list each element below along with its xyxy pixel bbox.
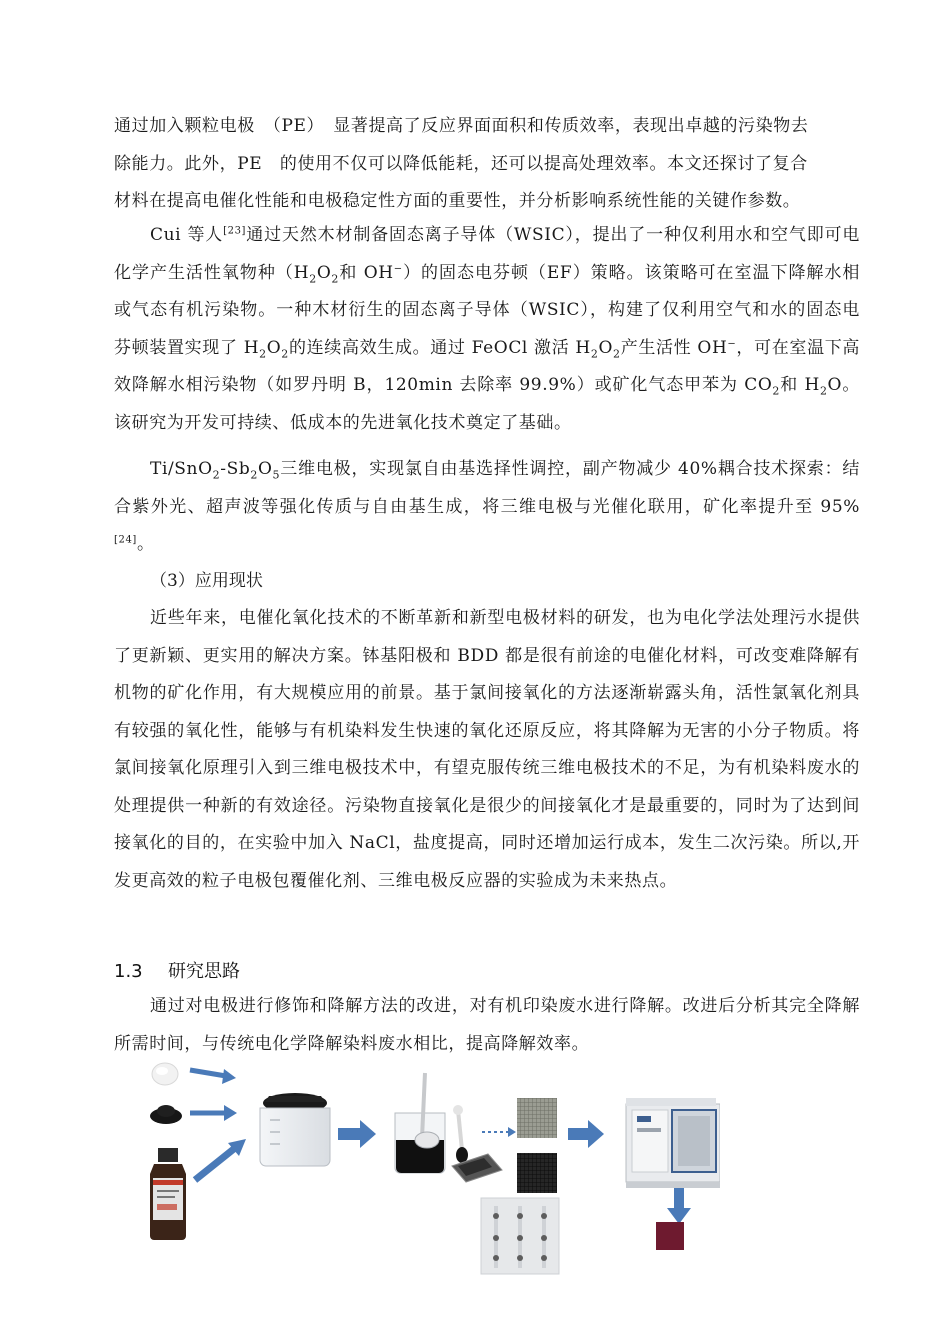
subscript: 2 xyxy=(819,384,828,398)
p2-text: 产生活性 OH xyxy=(620,337,728,358)
citation-23[interactable]: [23] xyxy=(223,225,247,237)
subscript: 2 xyxy=(309,271,317,285)
input-arrow-2 xyxy=(190,1105,237,1121)
subscript: 2 xyxy=(212,468,221,482)
white-powder-icon xyxy=(152,1063,178,1085)
p2-text: ）的固态电芬顿（EF）策略。该策略可在室温下降解水相或气态有机污染物。一种木材衍生的固态离子导体（WSIC），构建了仅利用空气和水的固态电芬顿装置实现了 H xyxy=(114,262,860,358)
section-title: 研究思路 xyxy=(168,961,240,982)
process-flow-figure xyxy=(140,1058,720,1288)
p2-text: ，可在室温下高效降解水相污染物（如罗丹明 B，120min 去除率 99.9%）或矿化气态甲苯为 CO xyxy=(114,337,860,395)
input-arrow-1 xyxy=(190,1069,236,1084)
mesh-coated-icon xyxy=(517,1153,557,1193)
mixing-beaker-icon xyxy=(260,1093,330,1166)
flow-arrow-down xyxy=(667,1188,691,1224)
p2-text: 和 H xyxy=(779,375,820,395)
coating-brush-icon xyxy=(452,1105,502,1182)
paragraph-2 xyxy=(114,217,860,442)
drying-oven-icon xyxy=(626,1098,720,1188)
p2-text: 通过天然木材制备固态离子导体（WSIC），提出了一种仅利用水和空气即可电化学产生活性氧物种（H xyxy=(114,225,860,283)
p2-text: O xyxy=(598,337,614,358)
paragraph-1-line-1: 通过加入颗粒电极 （PE） 显著提高了反应界面面积和传质效率，表现出卓越的污染物去 xyxy=(114,116,809,136)
paragraph-3 xyxy=(114,451,860,564)
p2-text: 和 OH xyxy=(339,262,394,283)
section-heading xyxy=(114,957,240,987)
superscript: − xyxy=(393,262,403,274)
paragraph-1-line-2: 除能力。此外，PE 的使用不仅可以降低能耗，还可以提高处理效率。本文还探讨了复合 xyxy=(114,153,808,174)
flow-arrow-2 xyxy=(568,1120,604,1148)
subscript: 2 xyxy=(281,346,289,360)
p2-text: O xyxy=(266,337,282,358)
input-arrow-3 xyxy=(195,1139,246,1180)
p3-text: 三维电极，实现氯自由基选择性调控，副产物减少 40%耦合技术探索：结合紫外光、超声波等强化传质与自由基生成，将三维电极与光催化联用，矿化率提升至 95% xyxy=(114,459,860,517)
flow-arrow-1 xyxy=(338,1120,376,1148)
p3-text: -Sb xyxy=(220,459,251,479)
subscript: 2 xyxy=(613,346,621,360)
subscript: 2 xyxy=(331,271,339,285)
paragraph-1-line-3: 材料在提高电催化性能和电极稳定性方面的重要性，并分析影响系统性能的关键作参数。 xyxy=(114,191,801,211)
subscript: 2 xyxy=(259,346,267,360)
paragraph-5: 通过对电极进行修饰和降解方法的改进，对有机印染废水进行降解。改进后分析其完全降解所需时间，与传统电化学降解染料废水相比，提高降解效率。 xyxy=(114,996,860,1054)
electrode-array-icon xyxy=(481,1198,559,1274)
subsection-heading: （3）应用现状 xyxy=(150,571,263,591)
mesh-uncoated-icon xyxy=(517,1098,557,1138)
section-number: 1.3 xyxy=(114,961,143,982)
subscript: 2 xyxy=(772,384,780,398)
slurry-beaker-icon xyxy=(395,1073,445,1173)
p2-text: O xyxy=(316,262,332,283)
p3-text: 。 xyxy=(136,534,155,554)
p2-text: O。该研究为开发可持续、低成本的先进氧化技术奠定了基础。 xyxy=(114,375,860,433)
paragraph-4: 近些年来，电催化氧化技术的不断革新和新型电极材料的研发，也为电化学法处理污水提供了更新颖、更实用的解决方案。钵基阳极和 BDD 都是很有前途的电催化材料，可改变难降解有机物的矿化作用，有大规模应用的前景。基于氯间接氧化的方法逐渐崭露头角，活性氯氧化剂具有较强的氧化性，能够与有机染料发生快速的氧化还原反应，将其降解为无害的小分子物质。将氯间接氧化原理引入到三维电极技术中，有望克服传统三维电极技术的不足，为有机染料废水的处理提供一种新的有效途径。污染物直接氧化是很少的间接氧化才是最重要的，同时为了达到间接氧化的目的，在实验中加入 NaCl，盐度提高，同时还增加运行成本，发生二次污染。所以,开发更高效的粒子电极包覆催化剂、三维电极反应器的实验成为未来热点。 xyxy=(114,608,860,891)
p2-text: Cui 等人 xyxy=(150,225,224,245)
subscript: 5 xyxy=(272,468,281,482)
black-powder-icon xyxy=(150,1105,182,1124)
product-sample-icon xyxy=(656,1222,684,1250)
p2-text: 的连续高效生成。通过 FeOCl 激活 H xyxy=(288,337,591,358)
subscript: 2 xyxy=(590,346,599,360)
paragraph-1 xyxy=(114,108,860,221)
subscript: 2 xyxy=(250,468,258,482)
dotted-arrow xyxy=(482,1127,516,1137)
reagent-bottle-icon xyxy=(150,1148,186,1240)
p3-text: O xyxy=(257,459,273,479)
superscript: − xyxy=(727,337,737,349)
p3-text: Ti/SnO xyxy=(150,459,213,479)
citation-24[interactable]: [24] xyxy=(114,534,137,546)
